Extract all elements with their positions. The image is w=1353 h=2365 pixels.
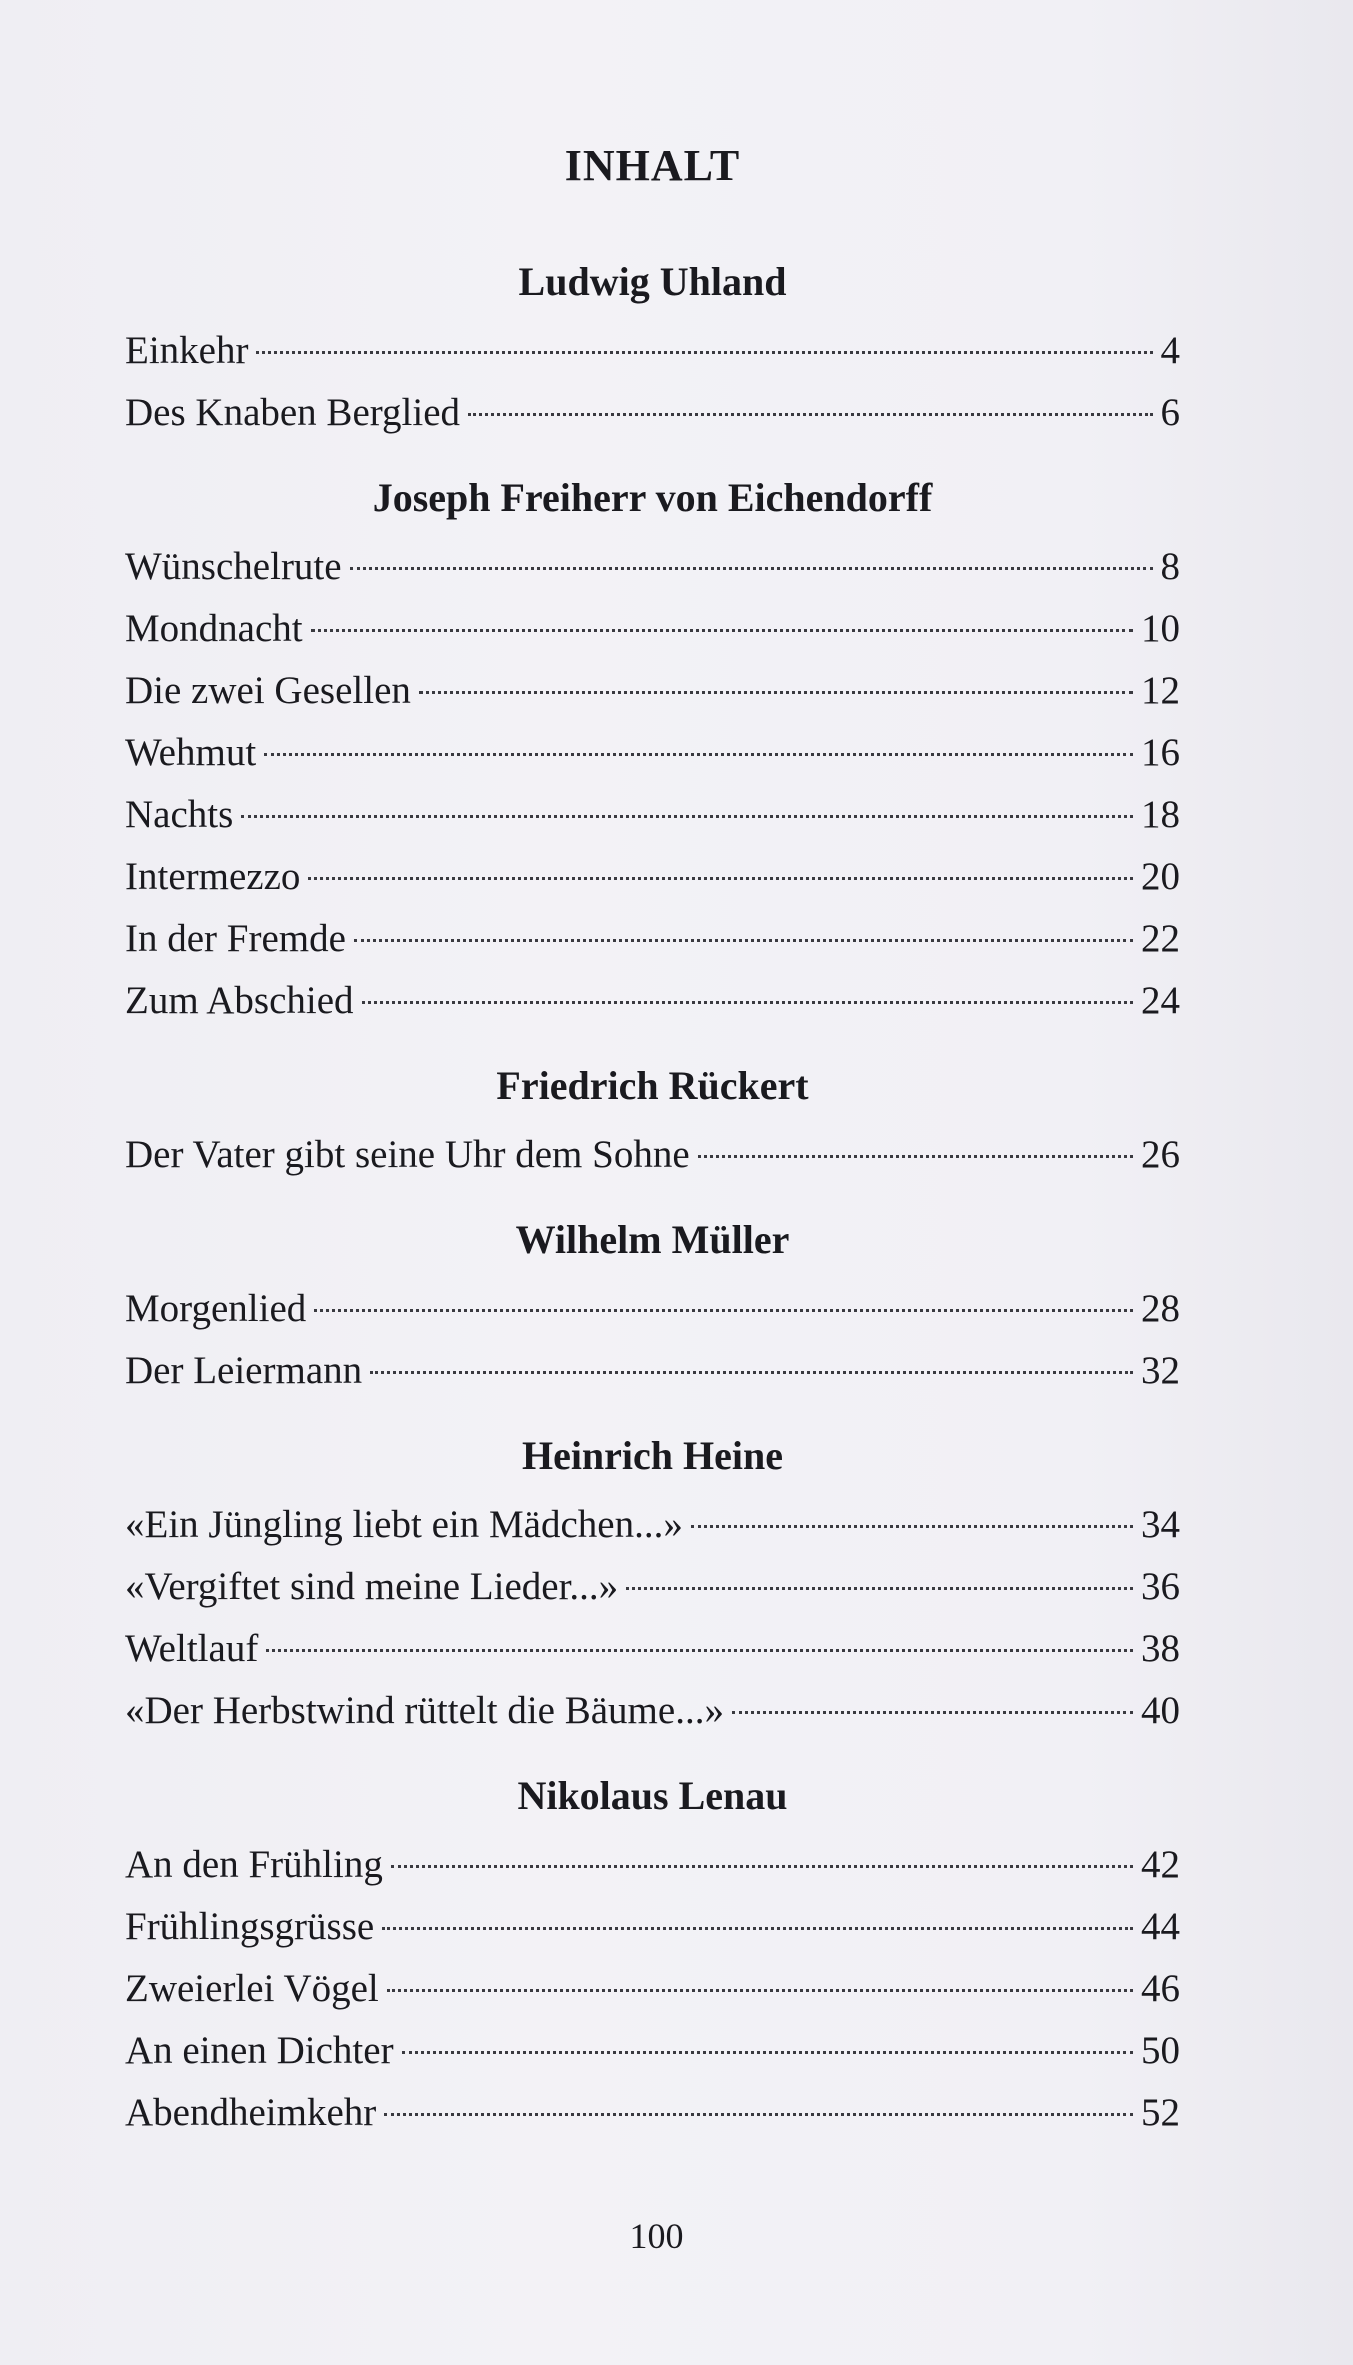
- dot-leader: [468, 413, 1152, 416]
- toc-section: [125, 1058, 1180, 1186]
- toc-entry: [125, 1124, 1180, 1186]
- entry-page-number: 26: [1141, 1133, 1180, 1176]
- entry-page-number: 10: [1141, 607, 1180, 650]
- entry-page-number: 24: [1141, 979, 1180, 1022]
- dot-leader: [264, 753, 1133, 756]
- entry-page-number: 20: [1141, 855, 1180, 898]
- entry-title: Die zwei Gesellen: [125, 669, 411, 712]
- entry-title: Frühlingsgrüsse: [125, 1905, 375, 1948]
- entry-title: Mondnacht: [125, 607, 303, 650]
- entry-title: Weltlauf: [125, 1627, 259, 1670]
- toc-entry: [125, 1556, 1180, 1618]
- toc-entry: [125, 320, 1180, 382]
- entry-title: Nachts: [125, 793, 234, 836]
- entry-page-number: 40: [1141, 1689, 1180, 1732]
- toc-entry: [125, 1340, 1180, 1402]
- toc-section: [125, 470, 1180, 1032]
- toc-entry: [125, 1896, 1180, 1958]
- toc-entry: [125, 2082, 1180, 2144]
- dot-leader: [402, 2051, 1133, 2054]
- entry-page-number: 52: [1141, 2091, 1180, 2134]
- author-heading: Heinrich Heine: [521, 1433, 784, 1478]
- entry-page-number: 50: [1141, 2029, 1180, 2072]
- dot-leader: [241, 815, 1133, 818]
- section-gap: [125, 1186, 1180, 1212]
- toc-entry: [125, 784, 1180, 846]
- dot-leader: [370, 1371, 1133, 1374]
- entry-title: Wünschelrute: [125, 545, 342, 588]
- toc-entry: [125, 1958, 1180, 2020]
- entry-page-number: 46: [1141, 1967, 1180, 2010]
- toc-section: [125, 254, 1180, 444]
- entry-title: Des Knaben Berglied: [125, 391, 461, 434]
- toc-section: [125, 1428, 1180, 1742]
- entry-title: Abendheimkehr: [125, 2091, 377, 2134]
- dot-leader: [626, 1587, 1133, 1590]
- section-gap: [125, 1742, 1180, 1768]
- dot-leader: [362, 1001, 1133, 1004]
- toc-entry: [125, 1494, 1180, 1556]
- dot-leader: [732, 1711, 1133, 1714]
- dot-leader: [266, 1649, 1133, 1652]
- entry-page-number: 34: [1141, 1503, 1180, 1546]
- section-gap: [125, 1032, 1180, 1058]
- toc-entry: [125, 598, 1180, 660]
- author-heading: Joseph Freiherr von Eichendorff: [372, 475, 933, 520]
- dot-leader: [387, 1989, 1133, 1992]
- entry-title: Intermezzo: [125, 855, 301, 898]
- toc-entry: [125, 1680, 1180, 1742]
- entry-title: Morgenlied: [125, 1287, 307, 1330]
- table-of-contents: [125, 128, 1180, 2144]
- dot-leader: [691, 1525, 1133, 1528]
- entry-title: An den Frühling: [125, 1843, 383, 1886]
- dot-leader: [308, 877, 1133, 880]
- entry-page-number: 36: [1141, 1565, 1180, 1608]
- toc-entry: [125, 908, 1180, 970]
- dot-leader: [311, 629, 1133, 632]
- toc-entry: [125, 1834, 1180, 1896]
- toc-entry: [125, 1618, 1180, 1680]
- entry-page-number: 4: [1160, 329, 1180, 372]
- author-heading: Ludwig Uhland: [518, 259, 787, 304]
- entry-page-number: 44: [1141, 1905, 1180, 1948]
- entry-page-number: 28: [1141, 1287, 1180, 1330]
- entry-title: «Der Herbstwind rüttelt die Bäume...»: [125, 1689, 724, 1732]
- dot-leader: [384, 2113, 1133, 2116]
- dot-leader: [350, 567, 1153, 570]
- dot-leader: [391, 1865, 1133, 1868]
- toc-entry: [125, 1278, 1180, 1340]
- entry-title: «Ein Jüngling liebt ein Mädchen...»: [125, 1503, 683, 1546]
- entry-title: Der Leiermann: [125, 1349, 363, 1392]
- toc-section: [125, 1212, 1180, 1402]
- toc-entry: [125, 2020, 1180, 2082]
- author-heading: Friedrich Rückert: [496, 1063, 809, 1108]
- entry-title: «Vergiftet sind meine Lieder...»: [125, 1565, 619, 1608]
- entry-page-number: 42: [1141, 1843, 1180, 1886]
- entry-page-number: 32: [1141, 1349, 1180, 1392]
- dot-leader: [314, 1309, 1133, 1312]
- entry-page-number: 8: [1160, 545, 1180, 588]
- entry-title: In der Fremde: [125, 917, 346, 960]
- page-number: 100: [629, 2216, 684, 2256]
- toc-entry: [125, 846, 1180, 908]
- dot-leader: [382, 1927, 1133, 1930]
- entry-title: Einkehr: [125, 329, 249, 372]
- entry-page-number: 16: [1141, 731, 1180, 774]
- author-heading: Nikolaus Lenau: [517, 1773, 788, 1818]
- dot-leader: [698, 1155, 1133, 1158]
- dot-leader: [354, 939, 1133, 942]
- section-gap: [125, 1402, 1180, 1428]
- toc-heading: INHALT: [564, 141, 741, 190]
- entry-page-number: 12: [1141, 669, 1180, 712]
- toc-entry: [125, 536, 1180, 598]
- entry-title: Zum Abschied: [125, 979, 354, 1022]
- toc-entry: [125, 970, 1180, 1032]
- author-heading: Wilhelm Müller: [515, 1217, 790, 1262]
- entry-page-number: 6: [1160, 391, 1180, 434]
- entry-page-number: 38: [1141, 1627, 1180, 1670]
- entry-title: Der Vater gibt seine Uhr dem Sohne: [125, 1133, 690, 1176]
- entry-title: Wehmut: [125, 731, 257, 774]
- toc-sections: [125, 254, 1180, 2144]
- entry-title: An einen Dichter: [125, 2029, 394, 2072]
- dot-leader: [256, 351, 1152, 354]
- entry-page-number: 22: [1141, 917, 1180, 960]
- section-gap: [125, 444, 1180, 470]
- dot-leader: [419, 691, 1133, 694]
- toc-entry: [125, 660, 1180, 722]
- entry-page-number: 18: [1141, 793, 1180, 836]
- toc-section: [125, 1768, 1180, 2144]
- toc-entry: [125, 382, 1180, 444]
- entry-title: Zweierlei Vögel: [125, 1967, 379, 2010]
- toc-entry: [125, 722, 1180, 784]
